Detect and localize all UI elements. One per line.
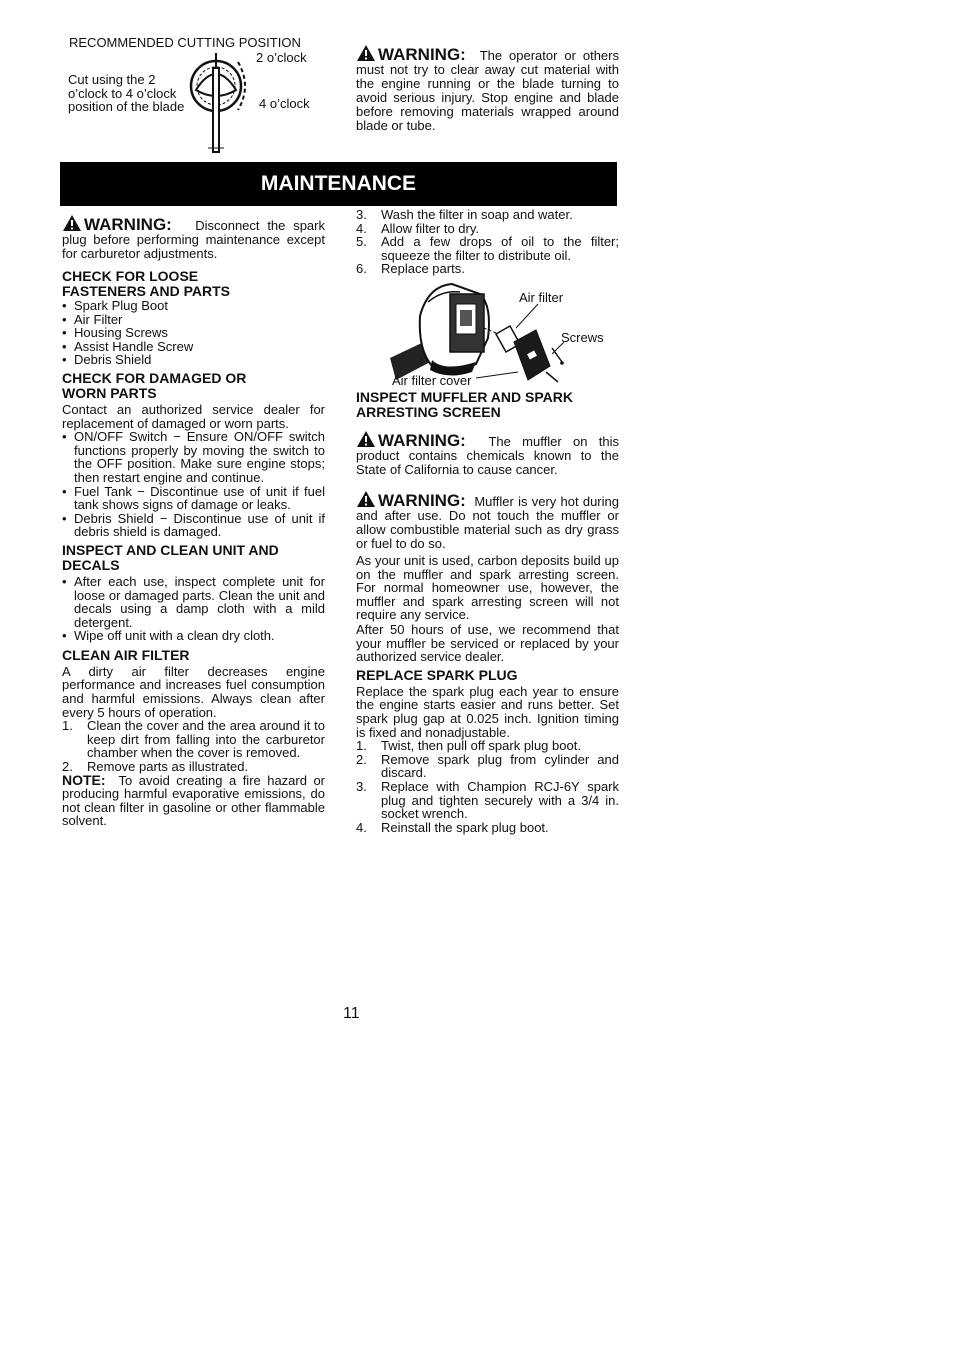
heading-replace-spark-plug: REPLACE SPARK PLUG (356, 666, 518, 683)
filter-steps-list (62, 719, 325, 773)
right-column-steps (356, 208, 619, 276)
list-item: • Housing Screws (62, 325, 168, 341)
warning-label: WARNING: (84, 215, 172, 234)
warning-text: The operator or others must not try to clear away cut material with the engine running or the blade turning to avoid serious injury. Stop engine and blade before removing materials wrapped around blade or tube. (356, 48, 619, 133)
filter-note (62, 771, 325, 829)
label-screws: Screws (561, 330, 604, 345)
list-item: 1. Twist, then pull off spark plug boot. (356, 738, 581, 754)
spark-plug-intro: Replace the spark plug each year to ensure the engine starts easier and runs better. Set spark plug gap at 0.025 inch. Ignition timing is fixed and nonadjustable. (356, 683, 619, 740)
page-number: 11 (343, 1005, 360, 1022)
inspect-list (62, 575, 325, 643)
heading-clean-air-filter: CLEAN AIR FILTER (62, 646, 190, 663)
cutting-position-diagram (186, 48, 258, 156)
list-item: 3. Replace with Champion RCJ-6Y spark plug and tighten securely with a 3/4 in. socket wrench. (356, 778, 619, 822)
list-item: • ON/OFF Switch − Ensure ON/OFF switch functions properly by moving the switch to the OFF position. Make sure engine stops; then restart engine and continue. (62, 429, 325, 485)
warning-triangle-icon (356, 430, 376, 448)
right-column-main (356, 390, 619, 834)
list-item: • Fuel Tank − Discontinue use of unit if fuel tank shows signs of damage or leaks. (62, 483, 325, 513)
fasteners-list (62, 299, 325, 367)
filter-intro: A dirty air filter decreases engine performance and increases fuel consumption and harmful emissions. Always clean after every 5 hours of operation. (62, 663, 325, 720)
heading-inspect-clean: INSPECT AND CLEAN UNIT AND DECALS (62, 541, 279, 573)
note-label: NOTE: (62, 771, 106, 788)
list-item: 6. Replace parts. (356, 261, 465, 277)
list-item: • Debris Shield − Discontinue use of unit if debris shield is damaged. (62, 510, 325, 540)
warning-triangle-icon (356, 490, 376, 508)
warning-label: WARNING: (378, 491, 466, 510)
warning-triangle-icon (62, 214, 82, 232)
list-item: 4. Reinstall the spark plug boot. (356, 819, 549, 835)
note-text: To avoid creating a fire hazard or producing harmful evaporative emissions, do not clean filter in gasoline or other flammable solvent. (62, 772, 325, 829)
warning-label: WARNING: (378, 45, 466, 64)
maintenance-warning (62, 214, 325, 261)
damaged-list (62, 430, 325, 539)
label-2-oclock: 2 o’clock (256, 50, 307, 65)
label-air-filter: Air filter (519, 290, 564, 305)
heading-inspect-muffler: INSPECT MUFFLER AND SPARK ARRESTING SCREEN (356, 389, 573, 420)
top-warning (356, 44, 619, 133)
muffler-paragraph-1: As your unit is used, carbon deposits build up on the muffler and spark arresting screen. For normal homeowner use, however, the muffler and spark arresting screen will not require any service. (356, 553, 619, 623)
list-item: 5. Add a few drops of oil to the filter; squeeze the filter to distribute oil. (356, 234, 619, 263)
warning-triangle-icon (356, 44, 376, 62)
list-item: 1. Clean the cover and the area around it to keep dirt from falling into the carburetor chamber when the cover is removed. (62, 718, 325, 761)
list-item: • After each use, inspect complete unit for loose or damaged parts. Clean the unit and decals using a damp cloth with a mild detergent. (62, 573, 325, 630)
heading-damaged-parts: CHECK FOR DAMAGED OR WORN PARTS (62, 369, 247, 401)
muffler-paragraph-2: After 50 hours of use, we recommend that your muffler be serviced or replaced by your authorized service dealer. (356, 621, 619, 665)
cutting-position-note: Cut using the 2 o’clock to 4 o’clock position of the blade (68, 72, 185, 115)
warning-text: Muffler is very hot during and after use. Do not touch the muffler or allow combustible material such as dry grass or fuel to do so. (356, 494, 619, 551)
list-item: • Air Filter (62, 311, 123, 327)
list-item: 3. Wash the filter in soap and water. (356, 207, 573, 222)
warning-text: The muffler on this product contains chemicals known to the State of California to cause cancer. (356, 434, 619, 477)
list-item: • Spark Plug Boot (62, 298, 168, 313)
warning-text: Disconnect the spark plug before performing maintenance except for carburetor adjustments. (62, 218, 325, 261)
heading-loose-fasteners: CHECK FOR LOOSE FASTENERS AND PARTS (62, 268, 231, 299)
list-item: 2. Remove parts as illustrated. (62, 759, 249, 775)
list-item: 4. Allow filter to dry. (356, 220, 480, 236)
label-4-oclock: 4 o’clock (259, 96, 310, 111)
spark-plug-steps (356, 739, 619, 834)
list-item: 2. Remove spark plug from cylinder and discard. (356, 751, 619, 781)
cutting-position-title: RECOMMENDED CUTTING POSITION (69, 35, 301, 50)
muffler-warning-chemicals (356, 430, 619, 477)
list-item: • Debris Shield (62, 352, 152, 368)
muffler-warning-hot (356, 490, 619, 551)
left-column (62, 214, 325, 828)
list-item: • Wipe off unit with a clean dry cloth. (62, 628, 275, 644)
warning-label: WARNING: (378, 431, 466, 450)
damaged-intro: Contact an authorized service dealer for replacement of damaged or worn parts. (62, 401, 325, 431)
list-item: • Assist Handle Screw (62, 338, 194, 354)
label-air-filter-cover: Air filter cover (392, 373, 472, 388)
section-banner: MAINTENANCE (60, 162, 617, 206)
